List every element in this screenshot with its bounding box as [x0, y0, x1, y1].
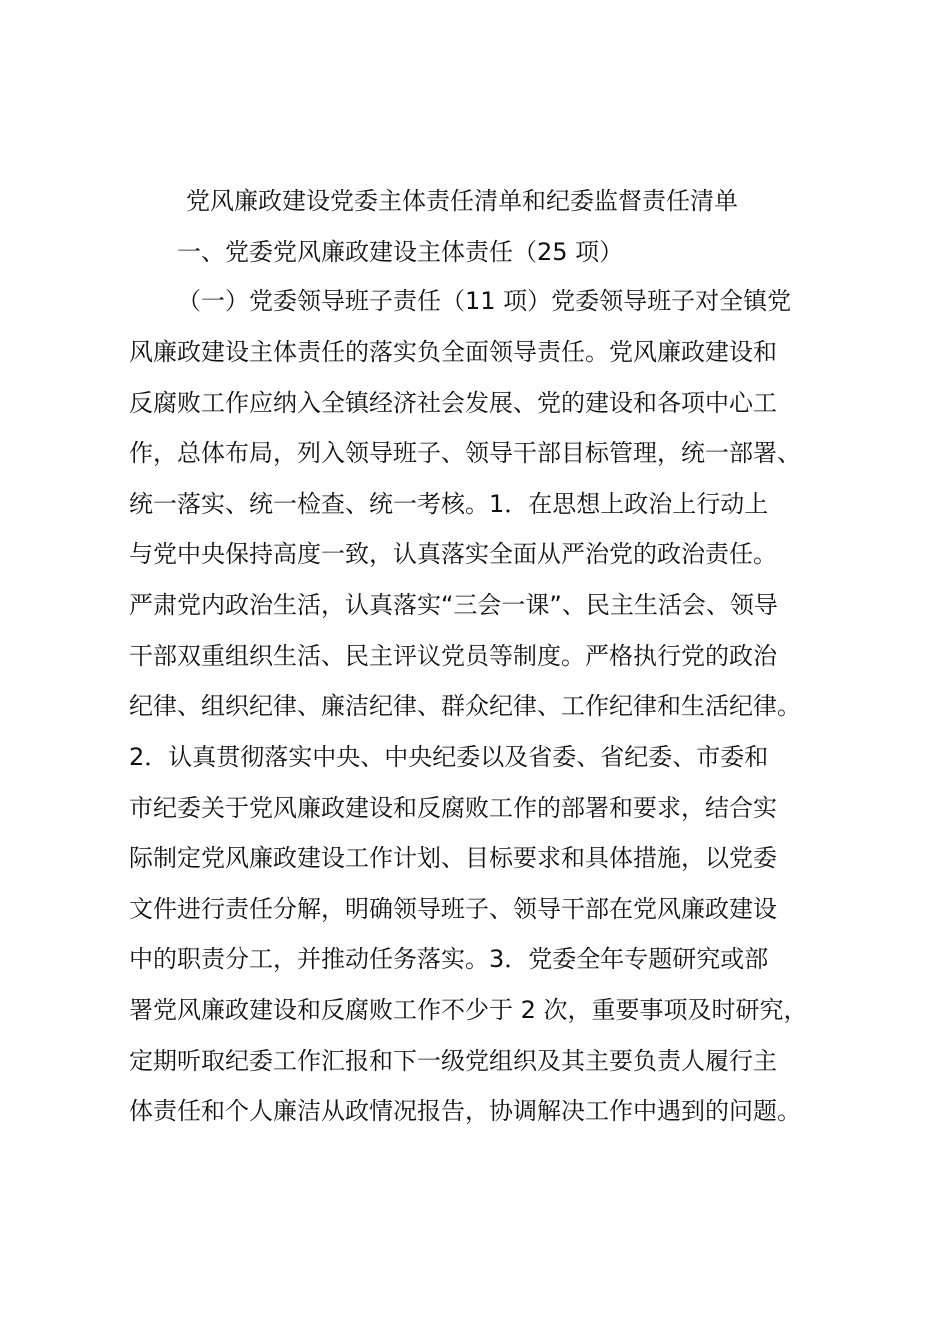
body-line: 反腐败工作应纳入全镇经济社会发展、党的建设和各项中心工	[129, 389, 777, 417]
body-line: 严肃党内政治生活，认真落实“三会一课”、民主生活会、领导	[129, 591, 778, 619]
body-line: 体责任和个人廉洁从政情况报告，协调解决工作中遇到的问题。	[129, 1097, 801, 1125]
body-line: 市纪委关于党风廉政建设和反腐败工作的部署和要求，结合实	[129, 794, 777, 822]
body-line: 统一落实、统一检查、统一考核。1．在思想上政治上行动上	[129, 490, 769, 518]
body-line: 定期听取纪委工作汇报和下一级党组织及其主要负责人履行主	[129, 1047, 777, 1075]
body-line: 纪律、组织纪律、廉洁纪律、群众纪律、工作纪律和生活纪律。	[129, 692, 801, 720]
body-line: （一）党委领导班子责任（11 项）党委领导班子对全镇党	[177, 287, 792, 315]
body-line: 文件进行责任分解，明确领导班子、领导干部在党风廉政建设	[129, 895, 777, 923]
body-line: 作，总体布局，列入领导班子、领导干部目标管理，统一部署、	[129, 439, 801, 467]
body-line: 风廉政建设主体责任的落实负全面领导责任。党风廉政建设和	[129, 338, 777, 366]
body-line: 际制定党风廉政建设工作计划、目标要求和具体措施，以党委	[129, 844, 777, 872]
body-line: 2．认真贯彻落实中央、中央纪委以及省委、省纪委、市委和	[129, 743, 769, 771]
body-line: 署党风廉政建设和反腐败工作不少于 2 次，重要事项及时研究，	[129, 996, 808, 1024]
section-heading: 一、党委党风廉政建设主体责任（25 项）	[177, 238, 624, 266]
document-title: 党风廉政建设党委主体责任清单和纪委监督责任清单	[186, 187, 738, 215]
body-line: 干部双重组织生活、民主评议党员等制度。严格执行党的政治	[129, 642, 777, 670]
body-line: 中的职责分工，并推动任务落实。3．党委全年专题研究或部	[129, 945, 769, 973]
body-line: 与党中央保持高度一致，认真落实全面从严治党的政治责任。	[129, 540, 777, 568]
